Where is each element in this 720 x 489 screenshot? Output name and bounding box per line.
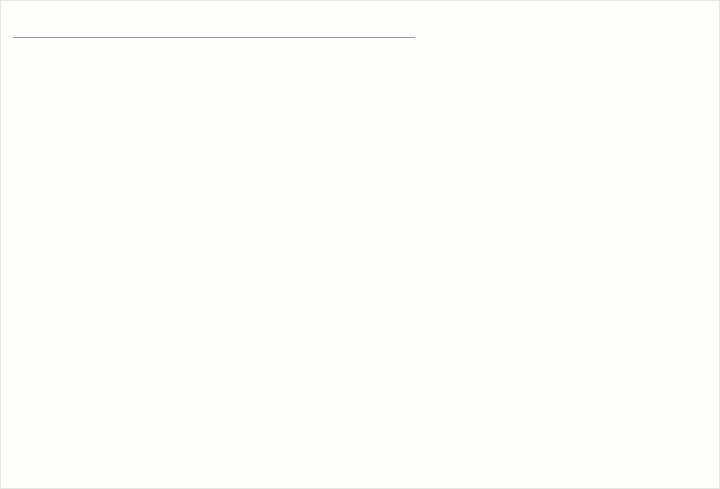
biography-section (13, 39, 235, 469)
section-divider (13, 37, 415, 38)
donations-section (237, 39, 413, 449)
